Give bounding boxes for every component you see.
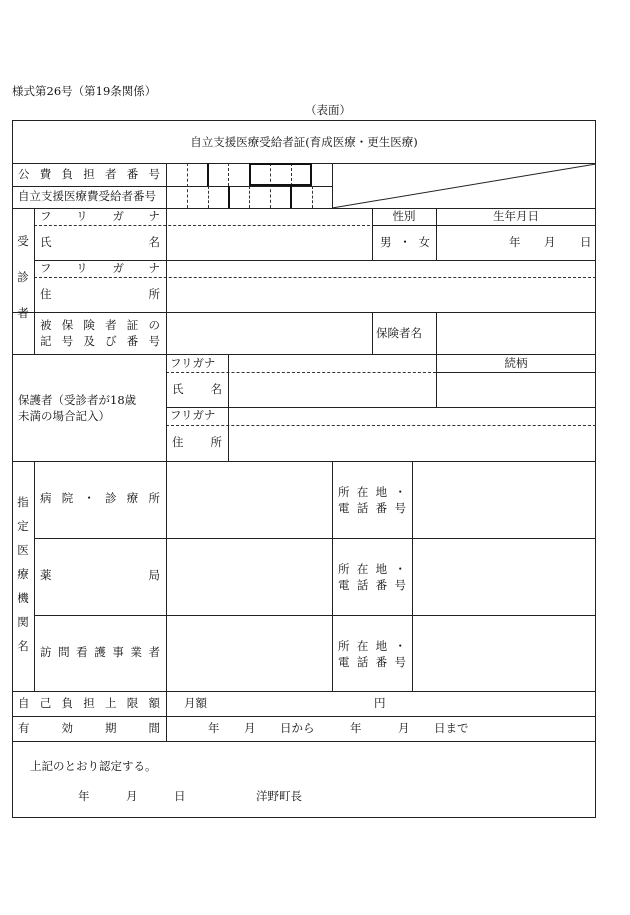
form-number: 様式第26号（第19条関係） <box>12 84 157 98</box>
cert-day: 日 <box>174 789 186 803</box>
relationship-header: 続柄 <box>504 356 528 370</box>
gender-header: 性別 <box>392 209 416 223</box>
recipient-number-label: 自立支援医療費受給者番号 <box>18 189 156 203</box>
cert-year: 年 <box>78 789 90 803</box>
birth-header: 生年月日 <box>493 209 539 223</box>
hospital-location-label-1: 所 在 地 ・ <box>338 485 406 499</box>
birth-year-unit: 年 <box>509 235 521 249</box>
guardian-furigana-label: フリガナ <box>170 356 216 370</box>
payer-number-highlight <box>249 163 312 186</box>
guardian-address-label: 住 所 <box>172 435 222 449</box>
insurance-card-label-2: 記 号 及 び 番 号 <box>40 334 160 348</box>
side-label: （表面） <box>305 103 351 117</box>
certification-text: 上記のとおり認定する。 <box>30 759 157 773</box>
furigana-label: フ リ ガ ナ <box>40 209 160 223</box>
address-label: 住 所 <box>40 287 160 301</box>
guardian-label-1: 保護者（受診者が18歳 <box>18 393 137 407</box>
validity-end-month: 月 <box>398 721 410 735</box>
hospital-location-label-2: 電 話 番 号 <box>338 501 406 515</box>
copay-label: 自 己 負 担 上 限 額 <box>18 696 160 710</box>
pharmacy-label: 薬 局 <box>40 568 160 582</box>
home-nursing-location-label-1: 所 在 地 ・ <box>338 639 406 653</box>
insurance-card-label-1: 被 保 険 者 証 の <box>40 318 160 332</box>
copay-yen: 円 <box>374 696 386 710</box>
validity-start-day: 日から <box>280 721 315 735</box>
birth-month-unit: 月 <box>544 235 556 249</box>
pharmacy-location-label-1: 所 在 地 ・ <box>338 562 406 576</box>
cert-month: 月 <box>126 789 138 803</box>
guardian-label-2: 未満の場合記入） <box>18 409 110 423</box>
validity-end-year: 年 <box>350 721 362 735</box>
validity-start-year: 年 <box>208 721 220 735</box>
home-nursing-label: 訪 問 看 護 事 業 者 <box>40 645 160 659</box>
insurer-name-label: 保険者名 <box>376 326 422 340</box>
validity-label: 有 効 期 間 <box>18 721 160 735</box>
gender-options: 男 ・ 女 <box>380 235 430 249</box>
institution-label: 指 定 医 療 機 関 名 <box>17 495 29 653</box>
payer-number-label: 公 費 負 担 者 番 号 <box>18 167 160 181</box>
patient-label: 受 診 者 <box>17 234 29 320</box>
void-diagonal <box>332 163 596 209</box>
hospital-label: 病 院 ・ 診 療 所 <box>40 491 160 505</box>
birth-day-unit: 日 <box>580 235 592 249</box>
home-nursing-location-label-2: 電 話 番 号 <box>338 655 406 669</box>
guardian-name-label: 氏 名 <box>172 382 222 396</box>
furigana-label-2: フ リ ガ ナ <box>40 261 160 275</box>
validity-start-month: 月 <box>244 721 256 735</box>
copay-monthly: 月額 <box>184 696 207 710</box>
guardian-furigana-label-2: フリガナ <box>170 408 216 422</box>
form-title: 自立支援医療受給者証(育成医療・更生医療) <box>190 135 418 149</box>
pharmacy-location-label-2: 電 話 番 号 <box>338 578 406 592</box>
issuer-name: 洋野町長 <box>256 789 302 803</box>
name-label: 氏 名 <box>40 235 160 249</box>
validity-end-day: 日まで <box>434 721 469 735</box>
